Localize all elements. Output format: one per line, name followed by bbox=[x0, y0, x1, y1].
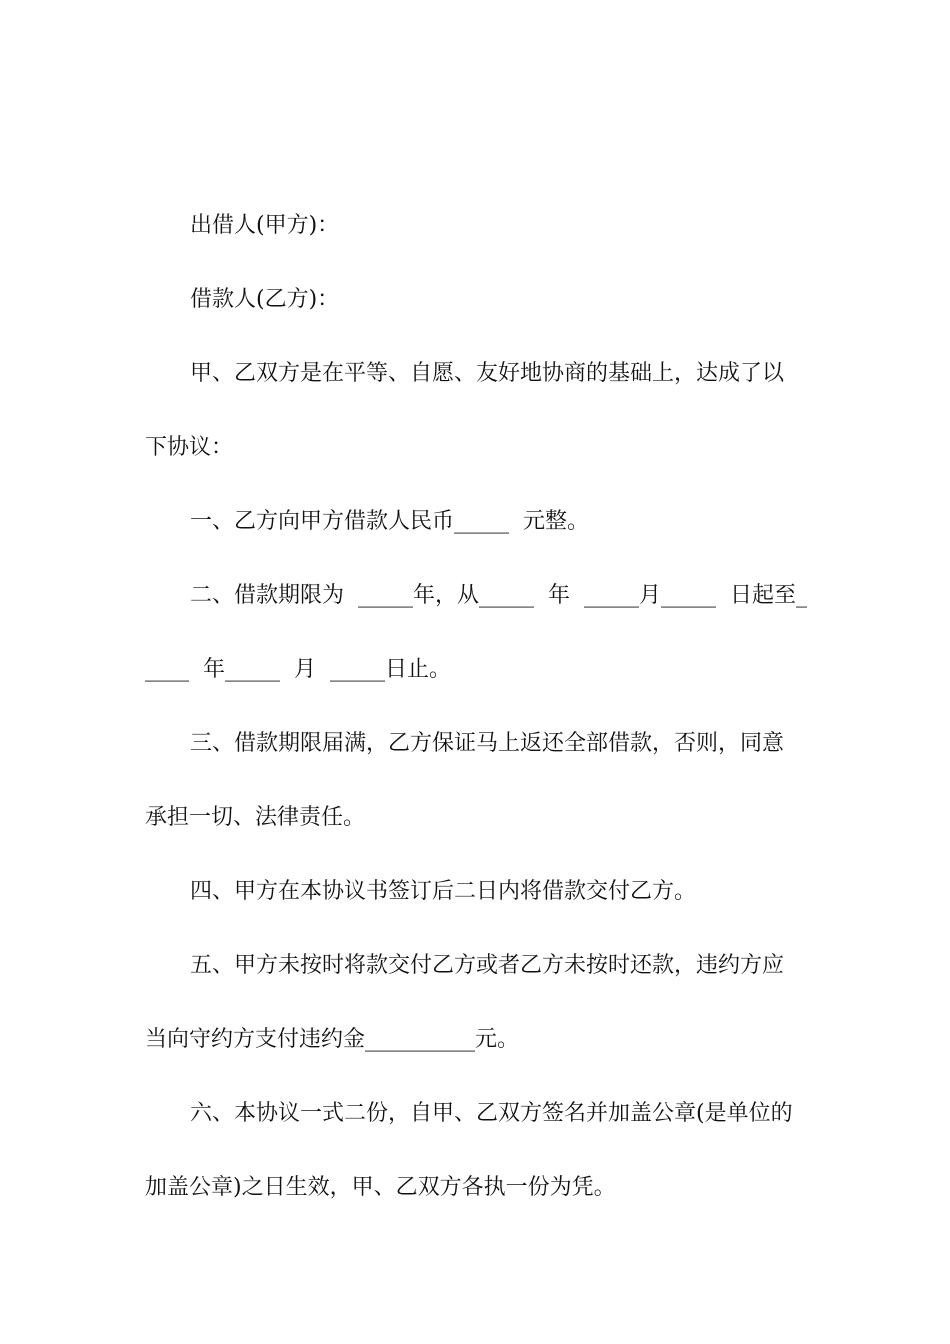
intro-paragraph-line-2: 下协议： bbox=[145, 435, 234, 460]
clause-6-line-1: 六、本协议一式二份，自甲、乙双方签名并加盖公章(是单位的 bbox=[190, 1101, 793, 1126]
clause-1-line: 一、乙方向甲方借款人民币_____ 元整。 bbox=[190, 509, 589, 534]
document-body bbox=[145, 206, 807, 1242]
clause-5-line-2: 当向守约方支付违约金__________元。 bbox=[145, 1027, 520, 1052]
intro-paragraph-line-1: 甲、乙双方是在平等、自愿、友好地协商的基础上，达成了以 bbox=[190, 361, 785, 386]
lender-line: 出借人(甲方)： bbox=[190, 213, 340, 238]
clause-5-line-1: 五、甲方未按时将款交付乙方或者乙方未按时还款，违约方应 bbox=[190, 953, 785, 978]
clause-6-line-2: 加盖公章)之日生效，甲、乙双方各执一份为凭。 bbox=[145, 1175, 616, 1200]
clause-3-line-2: 承担一切、法律责任。 bbox=[145, 805, 366, 830]
clause-2-line-2: ____ 年_____ 月 _____日止。 bbox=[145, 657, 451, 682]
clause-3-line-1: 三、借款期限届满，乙方保证马上返还全部借款，否则，同意 bbox=[190, 731, 785, 756]
clause-2-line-1: 二、借款期限为 _____年，从_____ 年 _____月_____ 日起至_ bbox=[190, 583, 807, 608]
clause-4-line: 四、甲方在本协议书签订后二日内将借款交付乙方。 bbox=[190, 879, 697, 904]
borrower-line: 借款人(乙方)： bbox=[190, 287, 340, 312]
